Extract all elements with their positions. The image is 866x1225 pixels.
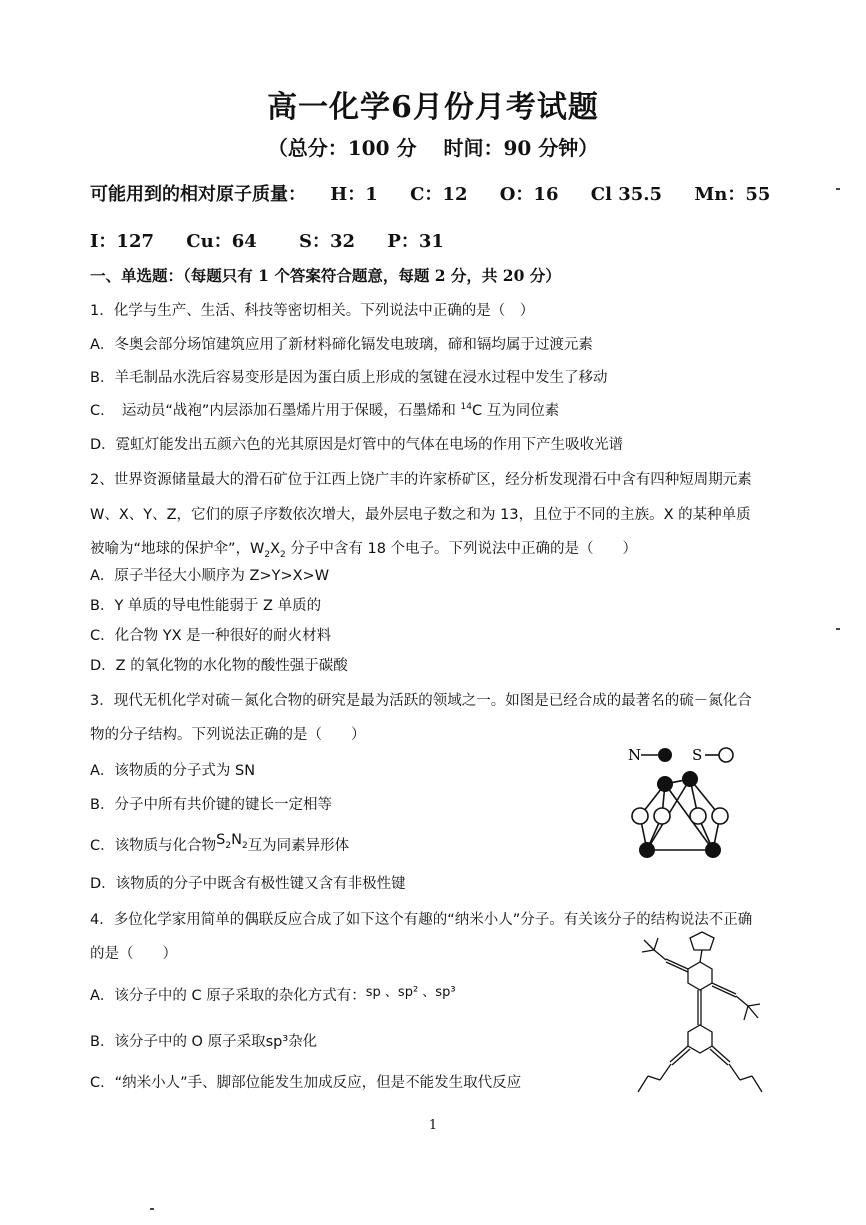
legend-n-atom xyxy=(658,748,672,762)
n-atom xyxy=(682,771,698,787)
n-atom xyxy=(657,776,673,792)
molecule-atoms xyxy=(632,771,728,858)
q4-option-a-hybridization: sp 、sp² 、sp³ xyxy=(365,985,456,1000)
q1-option-d: D．霓虹灯能发出五颜六色的光其原因是灯管中的气体在电场的作用下产生吸收光谱 xyxy=(90,437,624,453)
q2-w-subscript: 2 xyxy=(264,549,271,560)
q3-option-c-text: C．该物质与化合物 xyxy=(90,838,217,854)
q1-stem: 1．化学与生产、生活、科技等密切相关。下列说法中正确的是（ ） xyxy=(90,303,535,319)
q4-option-b-hybridization: sp³ xyxy=(265,1034,289,1050)
q1-isotope-mass: 14 xyxy=(460,402,472,413)
scan-mark xyxy=(150,1208,154,1210)
atomic-mass-label: 可能用到的相对原子质量： xyxy=(90,184,306,205)
q3-formula-s-sub: 2 xyxy=(225,840,232,851)
section-heading: 一、单选题：（每题只有 1 个答案符合题意，每题 2 分，共 20 分） xyxy=(90,266,561,285)
mass-i: I：127 xyxy=(90,231,154,252)
q3-option-d: D．该物质的分子中既含有极性键又含有非极性键 xyxy=(90,876,406,892)
q1-option-b: B．羊毛制品水洗后容易变形是因为蛋白质上形成的氢键在浸水过程中发生了移动 xyxy=(90,370,608,386)
atomic-mass-row-1 xyxy=(90,180,796,206)
page-number: 1 xyxy=(428,1118,438,1133)
mass-mn: Mn：55 xyxy=(694,184,771,205)
legend-s-label: S xyxy=(692,746,703,764)
q2-x-subscript: 2 xyxy=(280,549,286,560)
q3-option-b: B．分子中所有共价键的键长一定相等 xyxy=(90,797,332,813)
q4-stem-line-1: 4．多位化学家用简单的偶联反应合成了如下这个有趣的“纳米小人”分子。有关该分子的结构说法不正确 xyxy=(90,912,753,928)
q3-stem-line-2: 物的分子结构。下列说法正确的是（ ） xyxy=(90,727,366,743)
s-atom xyxy=(712,808,728,824)
mass-s: S：32 xyxy=(299,231,356,252)
q4-option-b-text: B．该分子中的 O 原子采取 xyxy=(90,1034,266,1050)
q4-option-c: C．“纳米小人”手、脚部位能发生加成反应，但是不能发生取代反应 xyxy=(90,1075,522,1091)
mass-cu: Cu：64 xyxy=(186,231,257,252)
exam-subtitle: （总分：100 分 时间：90 分钟） xyxy=(267,136,599,160)
q3-option-c-tail: 互为同素异形体 xyxy=(247,838,350,854)
lower-benzene-ring xyxy=(688,1025,712,1053)
molecule-bonds xyxy=(640,779,720,850)
q2-option-a: A．原子半径大小顺序为 Z>Y>X>W xyxy=(90,568,330,584)
upper-benzene-ring xyxy=(688,962,712,990)
q4-option-a xyxy=(90,984,456,1005)
atomic-mass-row-2 xyxy=(90,227,470,253)
exam-title: 高一化学6月份月考试题 xyxy=(267,90,599,125)
mass-o: O：16 xyxy=(499,184,559,205)
q2-option-b: B．Y 单质的导电性能弱于 Z 单质的 xyxy=(90,598,322,614)
q3-formula-n-sub: 2 xyxy=(241,840,248,851)
sulfur-nitride-structure-diagram xyxy=(620,738,740,868)
q2-stem-line-3 xyxy=(90,537,637,560)
q2-stem-line-3-tail: 分子中含有 18 个电子。下列说法中正确的是（ ） xyxy=(285,541,638,557)
q4-option-b xyxy=(90,1030,317,1051)
mass-cl: Cl 35.5 xyxy=(590,184,663,205)
n-atom xyxy=(639,842,655,858)
q3-formula-s: S xyxy=(216,832,226,848)
s-atom xyxy=(654,808,670,824)
q2-option-d: D．Z 的氧化物的水化物的酸性强于碳酸 xyxy=(90,658,348,674)
q3-option-c xyxy=(90,834,349,857)
dioxolane-ring xyxy=(690,932,714,950)
nanoputian-molecule-diagram xyxy=(630,930,770,1110)
q1-option-c xyxy=(90,399,559,420)
q4-option-b-tail: 杂化 xyxy=(288,1034,318,1050)
mass-c: C：12 xyxy=(410,184,468,205)
legend-n-label: N xyxy=(628,746,642,764)
q1-option-c-tail: C 互为同位素 xyxy=(471,403,560,419)
q2-stem-line-2: W、X、Y、Z，它们的原子序数依次增大，最外层电子数之和为 13，且位于不同的主族。X 的某种单质 xyxy=(90,507,751,523)
mass-h: H：1 xyxy=(330,184,378,205)
q2-stem-line-1: 2、世界资源储量最大的滑石矿位于江西上饶广丰的许家桥矿区，经分析发现滑石中含有四种短周期元素 xyxy=(90,472,752,488)
q1-option-a: A．冬奥会部分场馆建筑应用了新材料碲化镉发电玻璃，碲和镉均属于过渡元素 xyxy=(90,337,593,353)
q3-formula-n: N xyxy=(231,832,242,848)
scan-mark xyxy=(836,628,840,630)
q3-option-a: A．该物质的分子式为 SN xyxy=(90,763,256,779)
q3-stem-line-1: 3．现代无机化学对硫－氮化合物的研究是最为活跃的领域之一。如图是已经合成的最著名的硫－氮化合 xyxy=(90,693,752,709)
q2-stem-line-3-text: 被喻为“地球的保护伞”，W xyxy=(90,541,265,557)
n-atom xyxy=(705,842,721,858)
legend-s-atom xyxy=(719,748,733,762)
s-atom xyxy=(632,808,648,824)
q2-option-c: C．化合物 YX 是一种很好的耐火材料 xyxy=(90,628,332,644)
mass-p: P：31 xyxy=(387,231,444,252)
q1-option-c-text: C． 运动员“战袍”内层添加石墨烯片用于保暖，石墨烯和 xyxy=(90,403,461,419)
q4-option-a-text: A．该分子中的 C 原子采取的杂化方式有： xyxy=(90,988,366,1004)
q4-stem-line-2: 的是（ ） xyxy=(90,946,177,962)
q2-x-symbol: X xyxy=(270,541,281,557)
s-atom xyxy=(690,808,706,824)
scan-mark xyxy=(836,188,840,190)
